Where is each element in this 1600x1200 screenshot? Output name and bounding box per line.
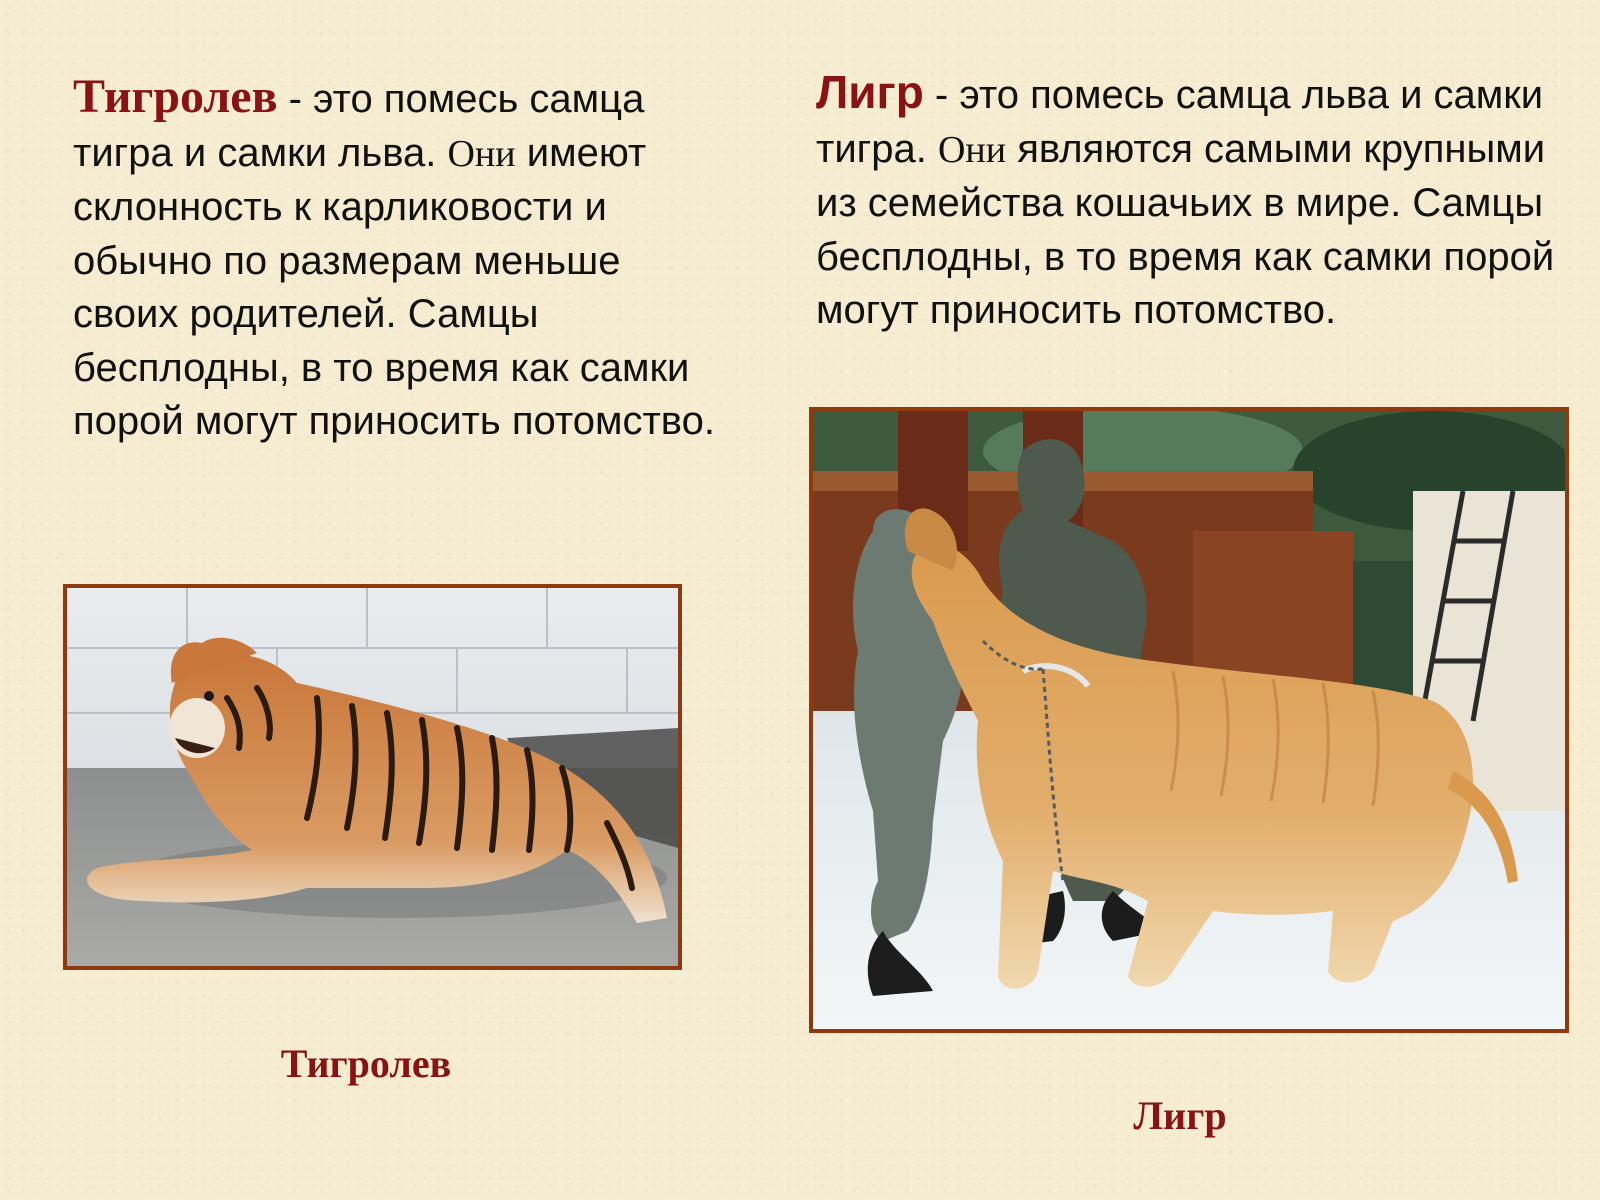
tigon-caption: Тигролев (280, 1041, 452, 1086)
tigon-photo (63, 584, 682, 970)
liger-term: Лигр (816, 66, 924, 118)
liger-serif-word: Они (937, 128, 1007, 171)
liger-text-part2: являются самыми крупными из семейства кошачьих в мире. Самцы бесплодны, в то время как самки порой могут приносить потомство. (816, 126, 1555, 332)
tigon-photo-illustration (67, 588, 678, 966)
tigon-term: Тигролев (73, 70, 278, 123)
tigon-text-part1: - это помесь самца тигра и самки льва. (73, 77, 645, 175)
liger-photo (809, 407, 1569, 1033)
liger-description (816, 66, 1586, 338)
liger-photo-illustration (813, 411, 1565, 1029)
tigon-serif-word: Они (447, 132, 516, 175)
tigon-text-part2: имеют склонность к карликовости и обычно по размерам меньше своих родителей. Самцы бесплодны, в то время как самки порой могут приносить потомство. (73, 130, 715, 443)
liger-text-part1: - это помесь самца льва и самки тигра. (816, 73, 1544, 171)
tigon-description (73, 70, 733, 449)
liger-caption: Лигр (1133, 1093, 1227, 1138)
